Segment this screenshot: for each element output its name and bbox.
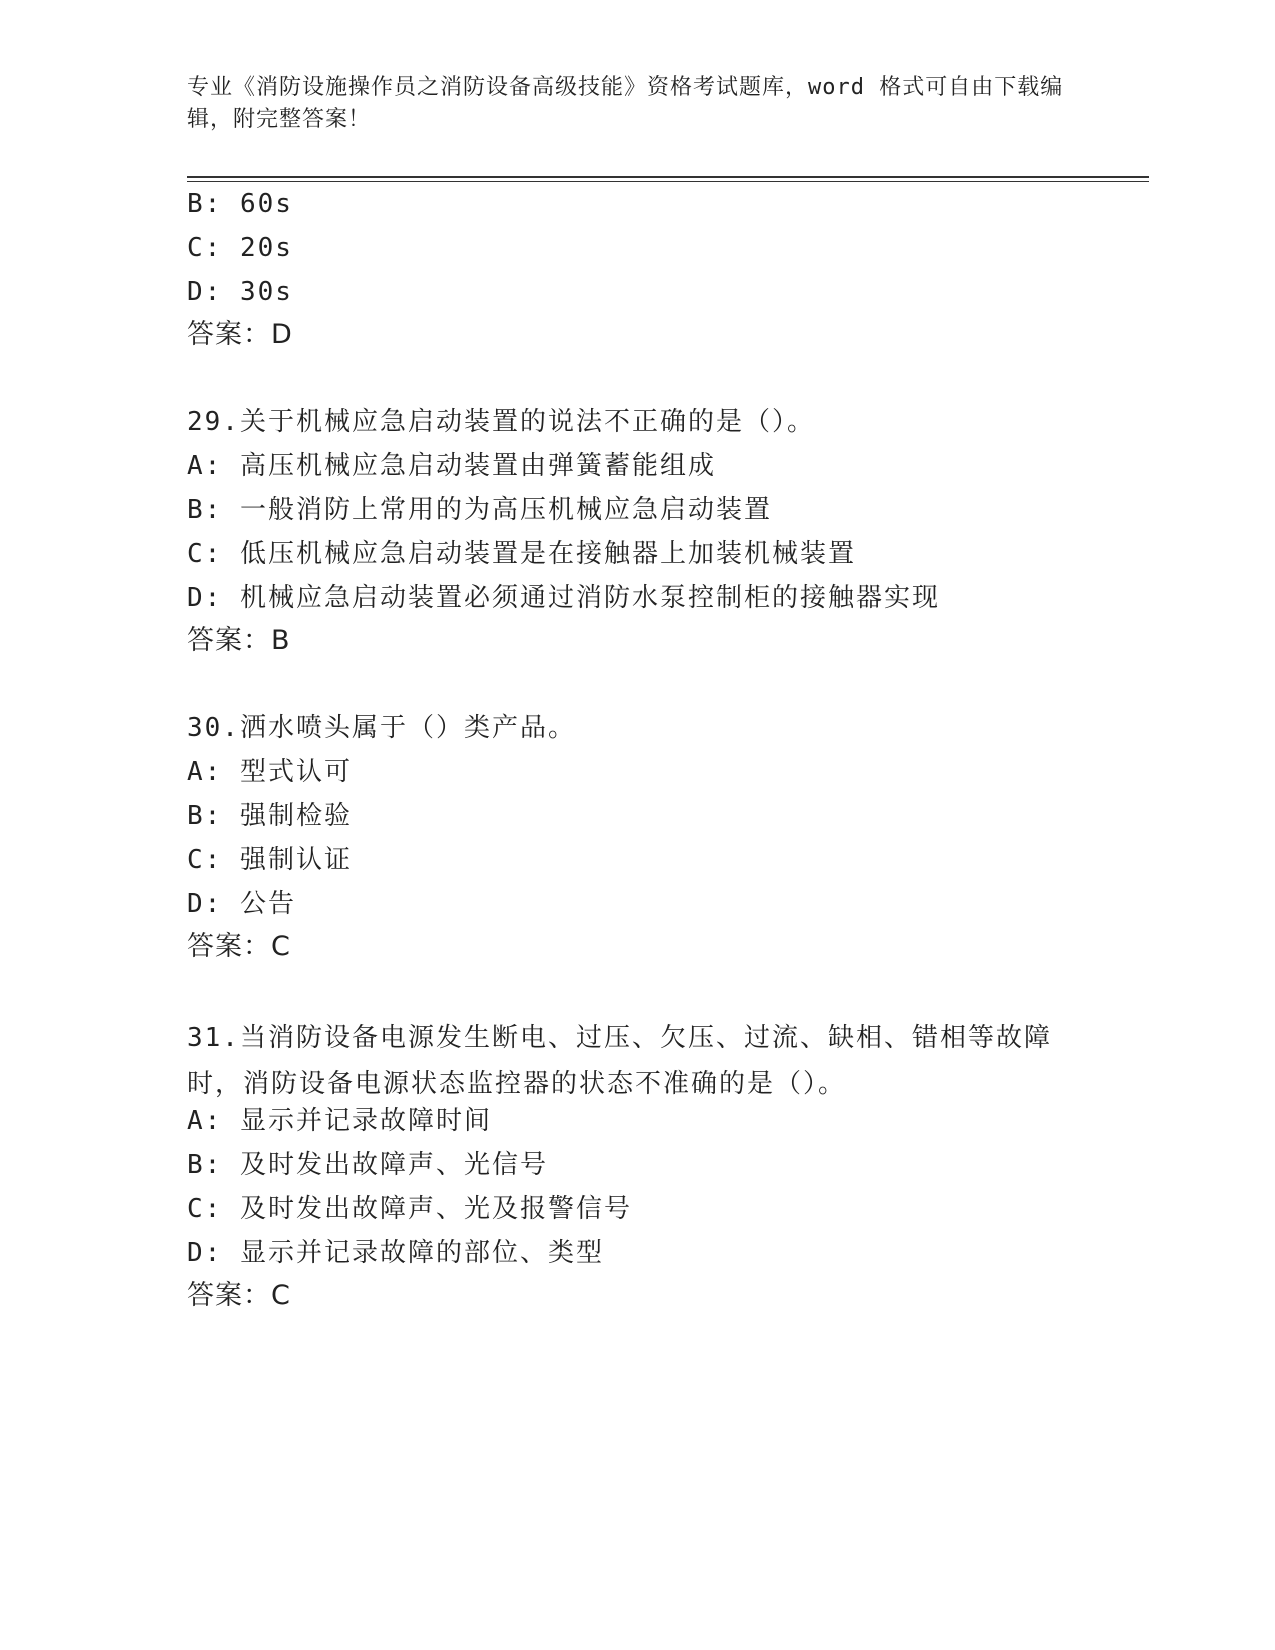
q30-option-d: D: 公告: [187, 889, 296, 919]
q29-option-a: A: 高压机械应急启动装置由弹簧蓄能组成: [187, 451, 716, 481]
header-divider-thick: [187, 176, 1149, 178]
q29-option-c: C: 低压机械应急启动装置是在接触器上加装机械装置: [187, 539, 856, 569]
q31-option-d: D: 显示并记录故障的部位、类型: [187, 1238, 604, 1268]
q31-option-b: B: 及时发出故障声、光信号: [187, 1150, 548, 1180]
q29-question: 29.关于机械应急启动装置的说法不正确的是（）。: [187, 407, 815, 437]
q31-question: 31.当消防设备电源发生断电、过压、欠压、过流、缺相、错相等故障时，消防设备电源状态监控器的状态不准确的是（）。: [187, 1023, 1052, 1099]
q28-option-b: B: 60s: [187, 189, 293, 219]
q30-answer: 答案：C: [187, 931, 291, 962]
q28-option-c: C: 20s: [187, 233, 293, 263]
q29-option-d: D: 机械应急启动装置必须通过消防水泵控制柜的接触器实现: [187, 583, 940, 613]
q30-option-c: C: 强制认证: [187, 845, 352, 875]
q31-answer: 答案：C: [187, 1280, 291, 1311]
q30-option-b: B: 强制检验: [187, 801, 352, 831]
q29-option-b: B: 一般消防上常用的为高压机械应急启动装置: [187, 495, 772, 525]
q31-option-c: C: 及时发出故障声、光及报警信号: [187, 1194, 632, 1224]
q28-option-d: D: 30s: [187, 277, 293, 307]
document-header: 专业《消防设施操作员之消防设备高级技能》资格考试题库，word 格式可自由下载编辑，附完整答案！: [187, 75, 1064, 132]
q31-option-a: A: 显示并记录故障时间: [187, 1106, 492, 1136]
header-divider-thin: [187, 181, 1149, 182]
q30-question: 30.洒水喷头属于（）类产品。: [187, 713, 576, 743]
q29-answer: 答案：B: [187, 625, 291, 656]
q30-option-a: A: 型式认可: [187, 757, 352, 787]
q28-answer: 答案：D: [187, 319, 293, 350]
